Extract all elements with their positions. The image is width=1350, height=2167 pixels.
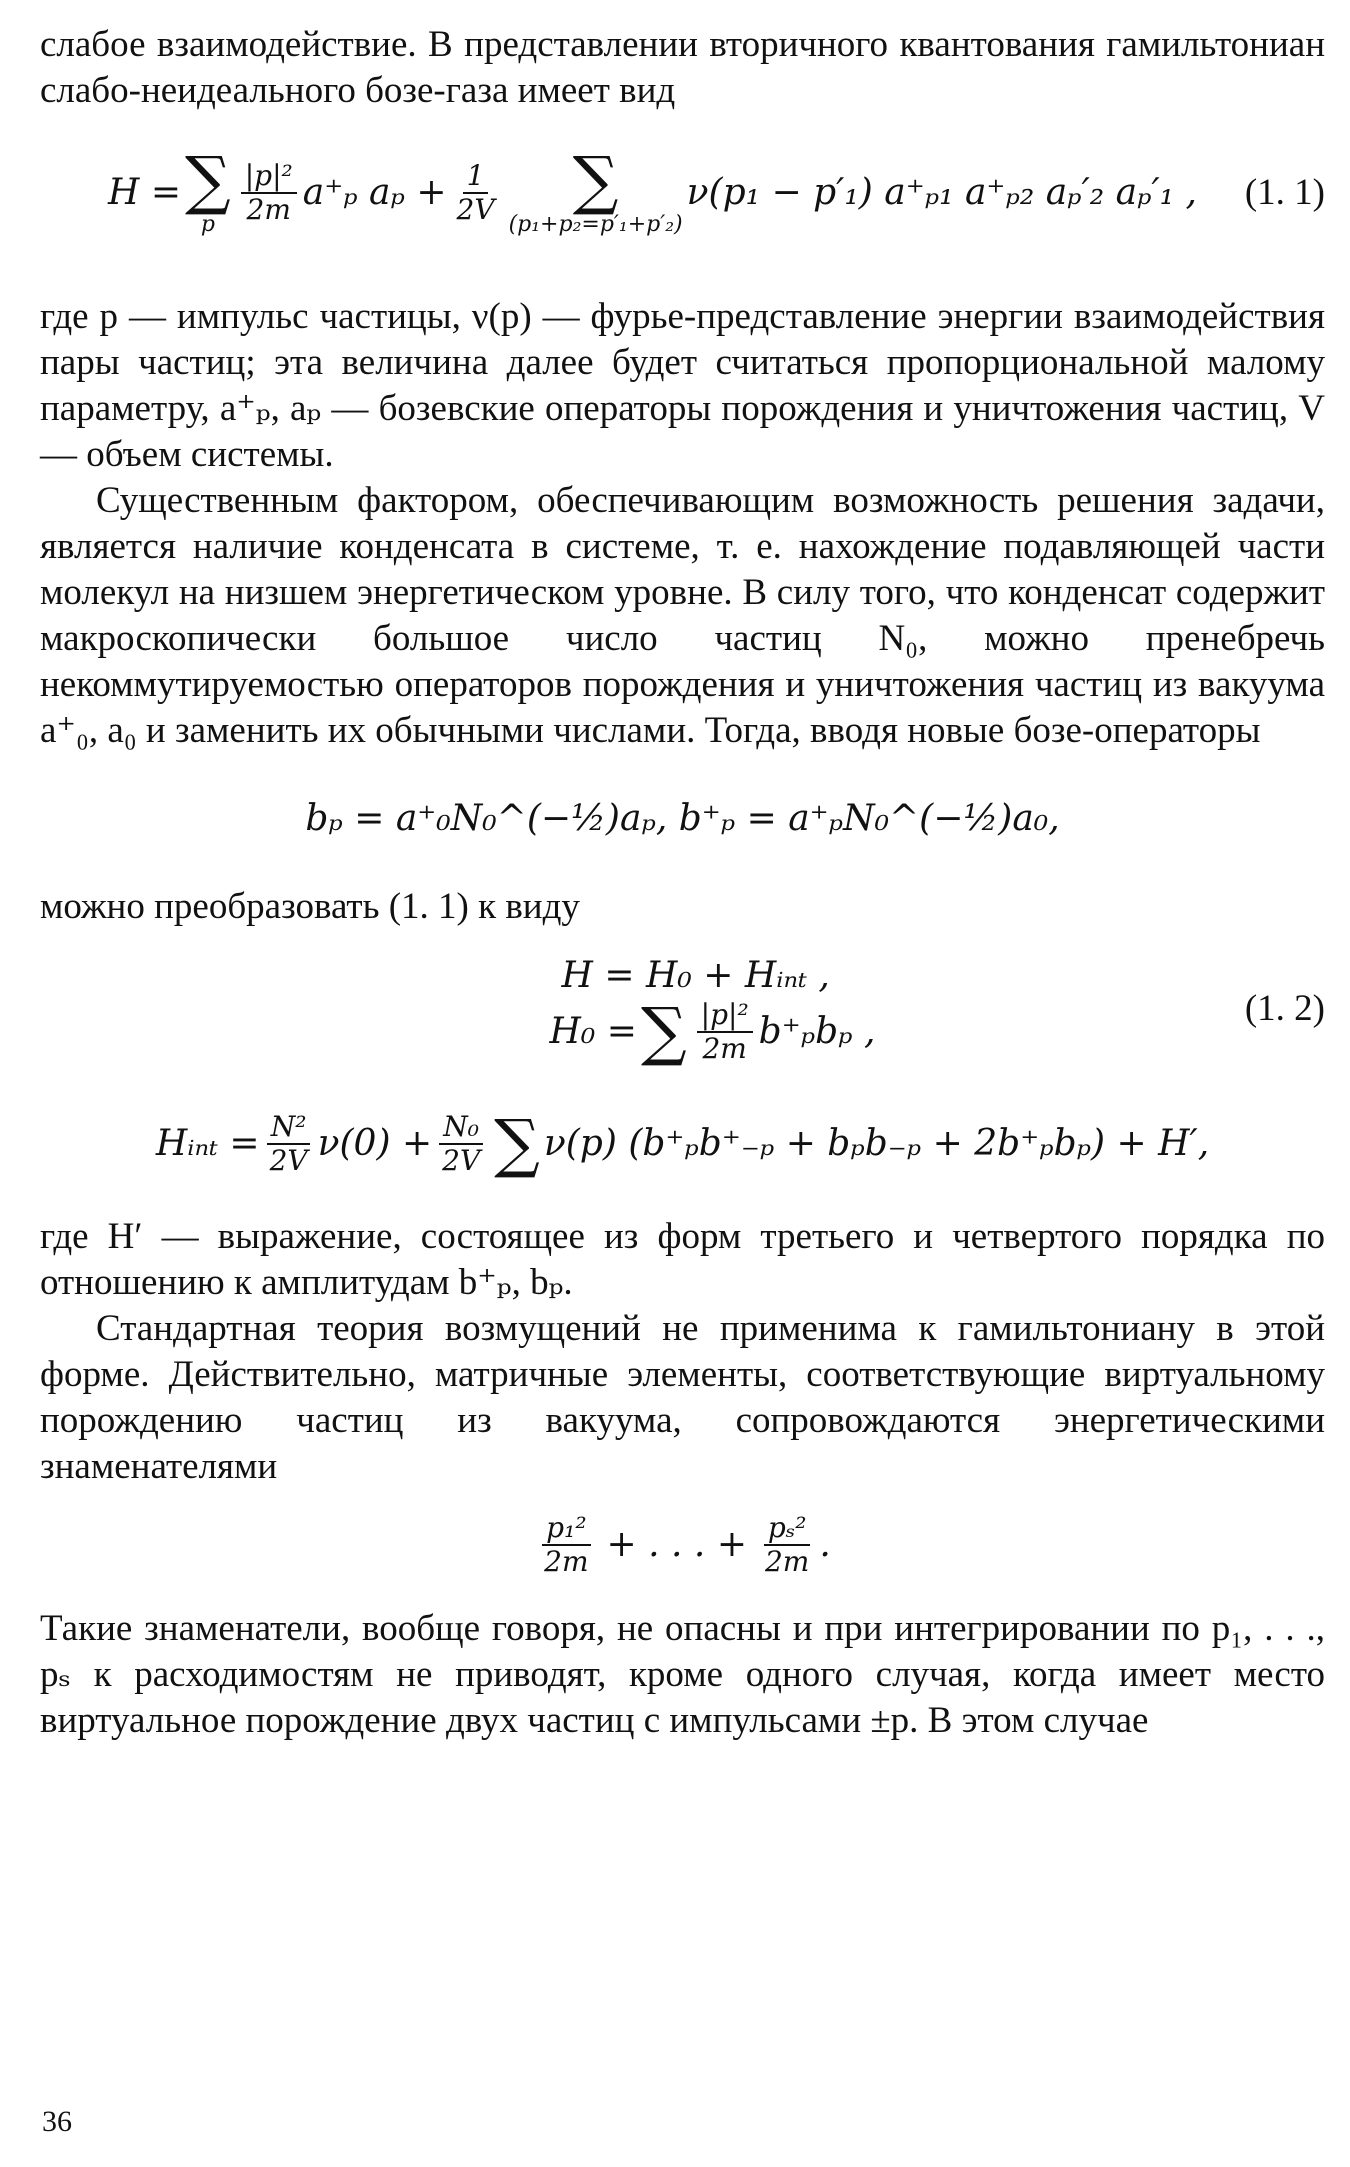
paragraph-h-prime: где H′ — выражение, состоящее из форм третьего и четвертого порядка по отношению к амплитудам b⁺ₚ, bₚ. <box>40 1216 1325 1303</box>
eq3-fraction-1: $\frac{\text{N²}}{2V}$ <box>266 1111 312 1177</box>
eq1-kinetic-fraction: $\frac{\text{|p|²}}{2m}$ <box>241 160 297 226</box>
equation-1-1 <box>40 118 1325 268</box>
eq2-line1: H = H₀ + Hᵢₙₜ , <box>561 955 830 996</box>
paragraph-final: Такие знаменатели, вообще говоря, не опасны и при интегрировании по p₁, . . ., pₛ к расходимостям не приводят, кроме одного случая, когда имеет место виртуальное порождение двух частиц с импульсами ±p. В этом случае <box>40 1608 1325 1741</box>
eq2-sum: ∑ <box>640 995 687 1069</box>
paragraph-condensate: Существенным фактором, обеспечивающим возможность решения задачи, является наличие конденсата в системе, т. е. нахождение подавляющей части молекул на низшем энергетическом уровне. В силу того, что конденсат содержит макроскопически большое число частиц N₀, можно пренебречь некоммутируемостью операторов порождения и уничтожения частиц из вакуума a⁺₀, a₀ и заменить их обычными числами. Тогда, вводя новые бозе-операторы <box>40 480 1325 751</box>
equation-number-1-1: (1. 1) <box>1244 172 1325 213</box>
equation-denominators: $\frac{\text{p₁²}}{2m}$ + . . . + $\frac{\text{pₛ²}}{2m}$ . <box>40 1490 1325 1600</box>
eq3-sum: ∑ <box>494 1107 540 1181</box>
equation-number-1-2: (1. 2) <box>1244 988 1325 1029</box>
equation-h-int: Hᵢₙₜ = $\frac{\text{N²}}{2V}$ ν(0) + $\frac{\text{N₀}}{2V}$ ∑ ν(p) (b⁺ₚb⁺₋ₚ + bₚb₋ₚ + 2b⁺ₚbₚ) + H′, <box>155 1107 1210 1181</box>
eq1-kinetic-operators: a⁺ₚ aₚ + <box>302 172 447 213</box>
eq4-fraction-1: $\frac{\text{p₁²}}{2m}$ <box>544 1511 589 1578</box>
eq2-line2: H₀ = ∑ $\frac{\text{|p|²}}{2m}$ b⁺ₚbₚ , <box>549 995 876 1069</box>
paragraph-definitions: где p — импульс частицы, ν(p) — фурье-представление энергии взаимодействия пары частиц; эта величина далее будет считаться пропорциональной малому параметру, a⁺ₚ, aₚ — бозевские операторы порождения и уничтожения частиц, V — объем системы. <box>40 296 1325 475</box>
equation-bose-operators: bₚ = a⁺₀N₀^(−½)aₚ, b⁺ₚ = a⁺ₚN₀^(−½)a₀, <box>305 798 1060 839</box>
paragraph-intro: слабое взаимодействие. В представлении вторичного квантования гамильтониан слабо-неидеального бозе-газа имеет вид <box>40 24 1325 111</box>
eq1-lhs: H = <box>108 172 182 213</box>
page-content <box>40 22 1325 1744</box>
eq1-interaction-term: ν(p₁ − p′₁) a⁺ₚ₁ a⁺ₚ₂ aₚ′₂ aₚ′₁ , <box>686 172 1197 213</box>
eq2-fraction: $\frac{\text{|p|²}}{2m}$ <box>697 999 753 1065</box>
eq3-fraction-2: $\frac{\text{N₀}}{2V}$ <box>438 1111 484 1177</box>
eq1-sum2: ∑ (p₁+p₂=p′₁+p′₂) <box>508 144 683 237</box>
eq1-sum2-limit: (p₁+p₂=p′₁+p′₂) <box>508 212 683 237</box>
eq1-volume-fraction: $\frac{1}{2V}$ <box>456 159 495 226</box>
eq1-sum1: ∑ p <box>185 144 231 237</box>
eq1-sum1-limit: p <box>200 212 215 237</box>
eq4-fraction-2: $\frac{\text{pₛ²}}{2m}$ <box>764 1511 810 1578</box>
page-number: 36 <box>42 2105 72 2138</box>
paragraph-transform: можно преобразовать (1. 1) к виду <box>40 886 580 927</box>
paragraph-perturbation: Стандартная теория возмущений не применима к гамильтониану в этой форме. Действительно, матричные элементы, соответствующие виртуальному порождению частиц из вакуума, сопровождаются энергетическими знаменателями <box>40 1308 1325 1487</box>
equation-1-2 <box>40 934 1325 1084</box>
